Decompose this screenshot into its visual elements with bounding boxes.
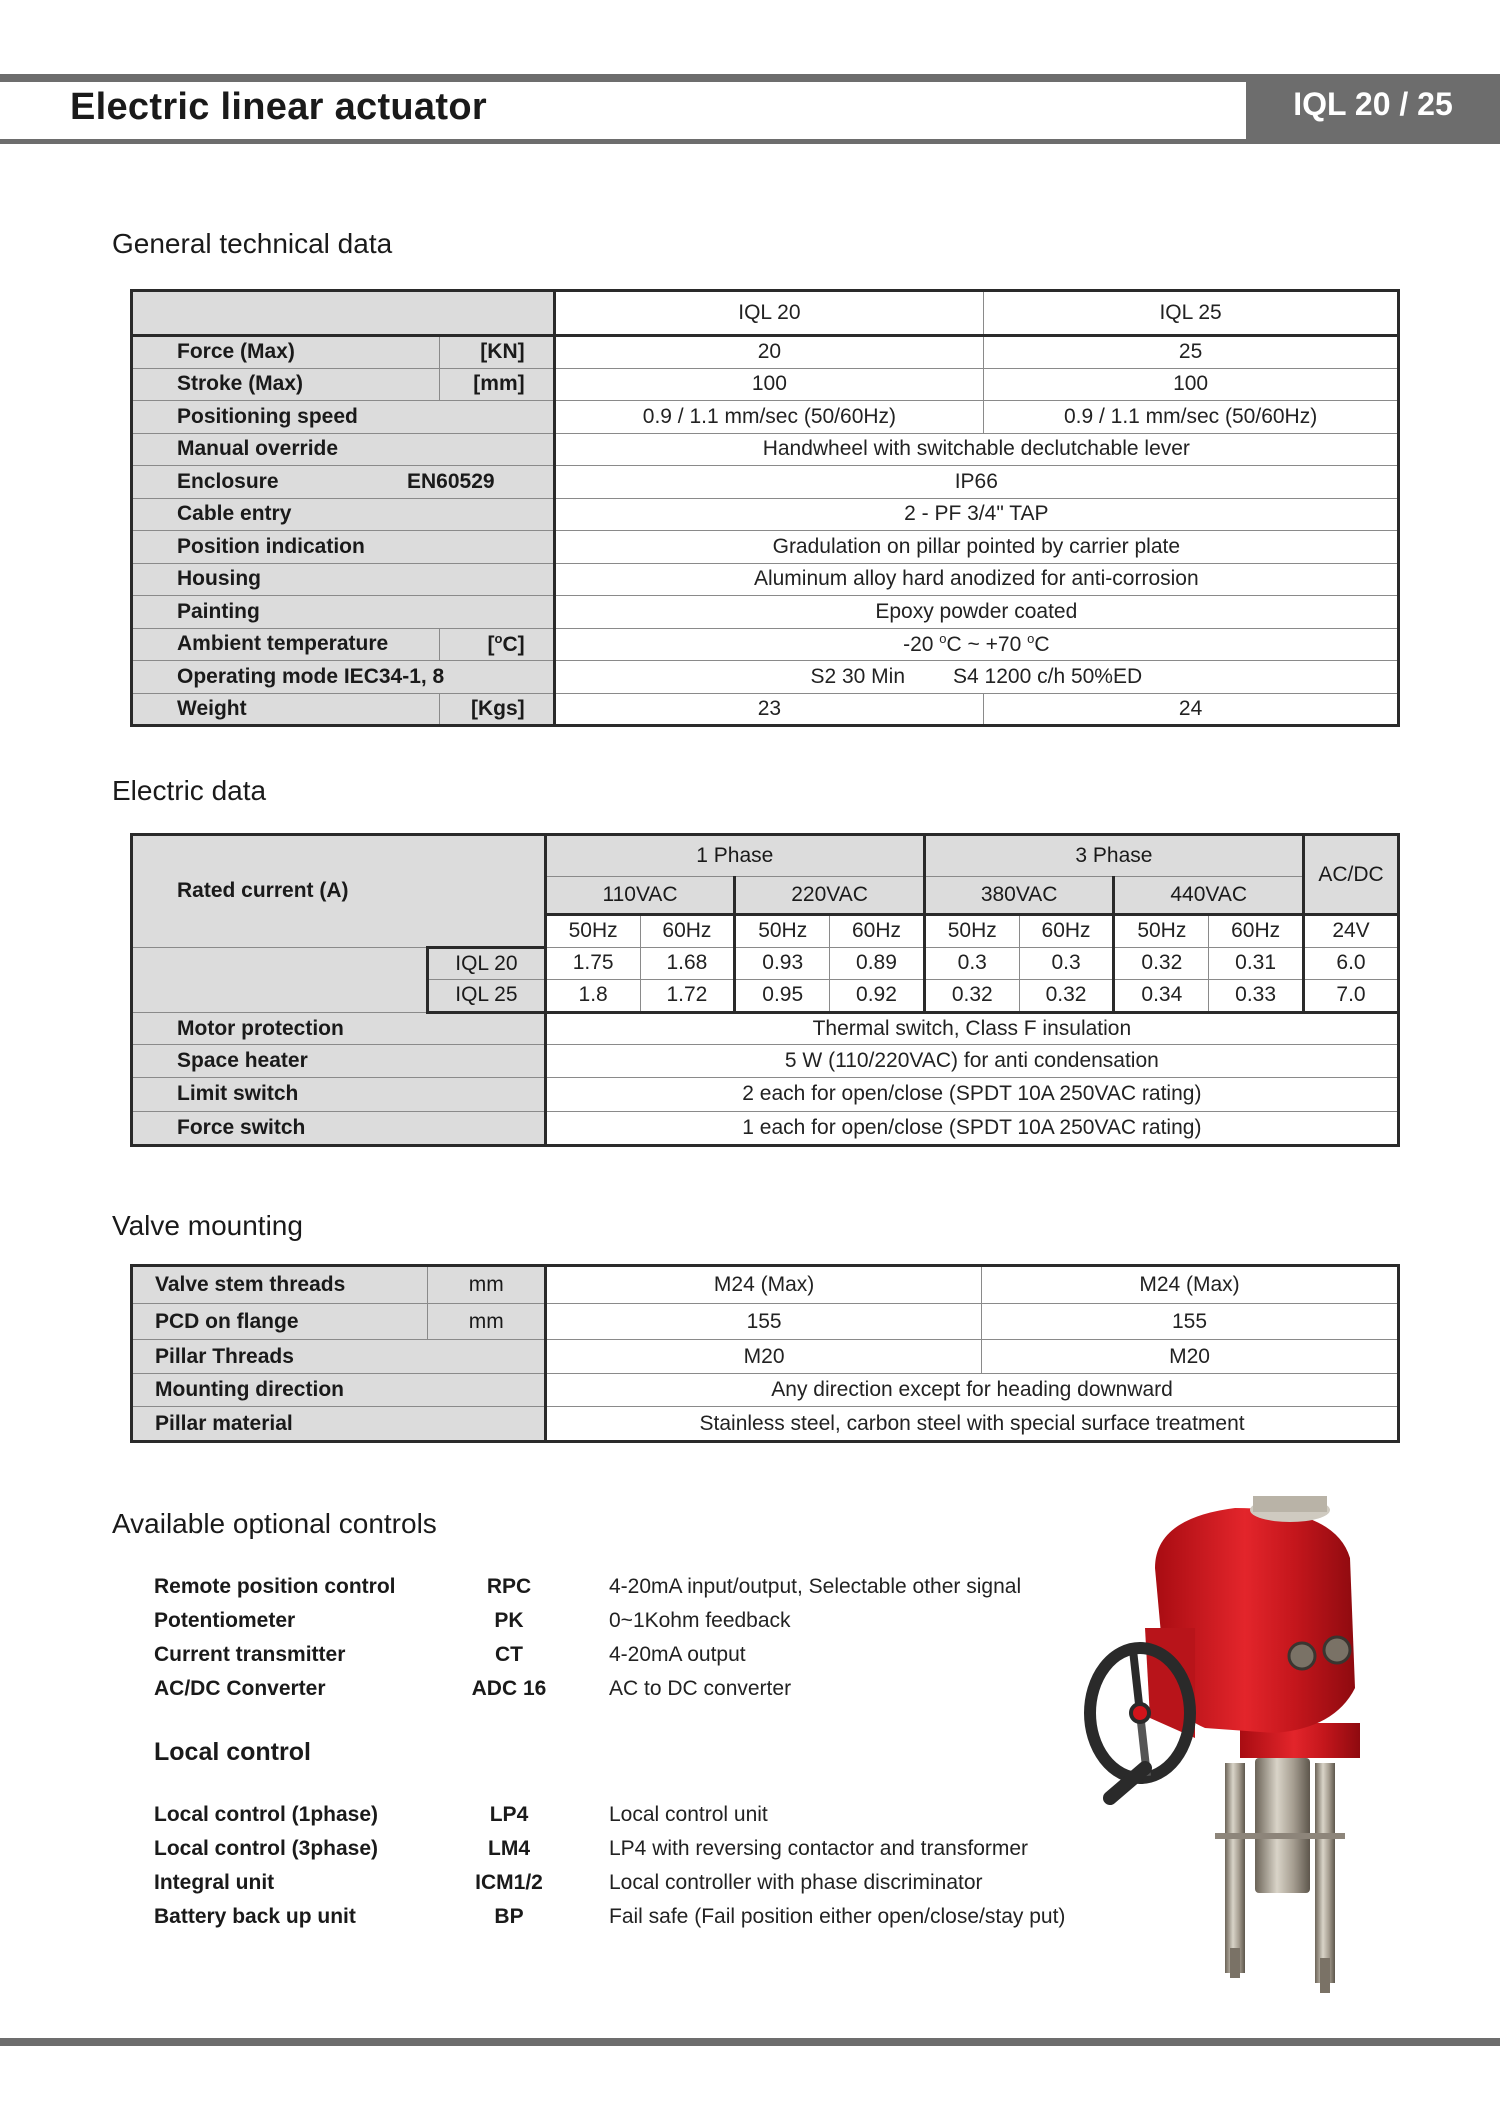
freq-header: 50Hz [735, 915, 830, 948]
corner-cell [132, 291, 555, 336]
valve-table [130, 1264, 1400, 1443]
control-desc: AC to DC converter [609, 1677, 792, 1700]
cell: 0.34 [1114, 980, 1209, 1013]
cell: 2 each for open/close (SPDT 10A 250VAC rating) [545, 1077, 1398, 1111]
model-label: IQL 25 [428, 980, 546, 1013]
cell: 100 [984, 368, 1399, 401]
cell: 0.32 [924, 980, 1019, 1013]
freq-header: 50Hz [924, 915, 1019, 948]
row-label: Positioning speed [132, 401, 555, 434]
row-position [132, 531, 1399, 564]
cell: 1 each for open/close (SPDT 10A 250VAC rating) [545, 1111, 1398, 1145]
row-label: Painting [132, 596, 555, 629]
phase-3-header: 3 Phase [924, 835, 1303, 877]
cell: 20 [554, 336, 984, 369]
row-weight [132, 693, 1399, 726]
row-space-heater [132, 1045, 1399, 1078]
local-controls-list [154, 1798, 1065, 1934]
row-limit-switch [132, 1077, 1399, 1111]
cell: 6.0 [1304, 947, 1399, 980]
freq-header: 60Hz [830, 915, 925, 948]
row-label: Force switch [132, 1111, 546, 1145]
col-header: IQL 20 [554, 291, 984, 336]
row-label: Limit switch [132, 1077, 546, 1111]
mode-s2: S2 30 Min [810, 664, 906, 688]
rated-current-label: Rated current (A) [132, 835, 546, 948]
control-name: Integral unit [154, 1871, 275, 1894]
list-item [154, 1798, 1065, 1832]
row-stem-threads [132, 1266, 1399, 1304]
control-name: Current transmitter [154, 1643, 346, 1666]
cell: M20 [546, 1340, 982, 1374]
model-label: IQL 20 [428, 947, 546, 980]
freq-header: 60Hz [1019, 915, 1114, 948]
cell: 1.72 [640, 980, 735, 1013]
row-unit: [mm] [440, 368, 555, 401]
control-code: CT [495, 1643, 523, 1666]
row-force-switch [132, 1111, 1399, 1145]
list-item [154, 1672, 1021, 1706]
cell: 0.32 [1019, 980, 1114, 1013]
cell: 0.95 [735, 980, 830, 1013]
control-name: AC/DC Converter [154, 1677, 326, 1700]
control-code: RPC [486, 1575, 532, 1598]
control-desc: Local control unit [609, 1803, 768, 1826]
electric-section-title: Electric data [112, 775, 267, 806]
mode-s4: S4 1200 c/h 50%ED [953, 664, 1143, 688]
electric-table [130, 833, 1400, 1147]
general-table [130, 289, 1400, 727]
row-unit: mm [428, 1304, 546, 1340]
cell: 24 [984, 693, 1399, 726]
general-section-title: General technical data [112, 228, 393, 259]
row-pillar-threads [132, 1340, 1399, 1374]
footer-rule [0, 2038, 1500, 2046]
row-label: Housing [132, 563, 555, 596]
row-label: Cable entry [132, 498, 555, 531]
control-name: Local control (3phase) [154, 1837, 379, 1860]
col-header: IQL 25 [984, 291, 1399, 336]
control-desc: LP4 with reversing contactor and transformer [609, 1837, 1029, 1860]
list-item [154, 1570, 1021, 1604]
cell: 155 [546, 1304, 982, 1340]
cell: Epoxy powder coated [554, 596, 1398, 629]
row-motor-protection [132, 1012, 1399, 1045]
row-mode [132, 661, 1399, 694]
list-item [154, 1866, 1065, 1900]
row-label: Force (Max) [132, 336, 440, 369]
row-painting [132, 596, 1399, 629]
cell: 100 [554, 368, 984, 401]
cell: 0.33 [1209, 980, 1304, 1013]
row-pcd [132, 1304, 1399, 1340]
cell: 1.68 [640, 947, 735, 980]
optional-section-title: Available optional controls [112, 1508, 437, 1539]
control-code: PK [494, 1609, 524, 1632]
cell: 0.32 [1114, 947, 1209, 980]
row-label: PCD on flange [132, 1304, 428, 1340]
cell: Thermal switch, Class F insulation [545, 1012, 1398, 1045]
cell: IP66 [554, 466, 1398, 499]
cell: 23 [554, 693, 984, 726]
acdc-header: AC/DC [1304, 835, 1399, 915]
optional-controls-list [154, 1570, 1021, 1706]
row-speed [132, 401, 1399, 434]
control-name: Potentiometer [154, 1609, 296, 1632]
control-code: BP [494, 1905, 524, 1928]
row-enclosure [132, 466, 1399, 499]
row-label [132, 466, 555, 499]
blank-cell [132, 947, 428, 980]
control-desc: 4-20mA output [609, 1643, 746, 1666]
cell: Aluminum alloy hard anodized for anti-corrosion [554, 563, 1398, 596]
cell: 25 [984, 336, 1399, 369]
cell: Any direction except for heading downward [546, 1374, 1399, 1407]
row-label: Pillar material [132, 1407, 546, 1442]
phase-row [132, 835, 1399, 877]
row-unit: [Kgs] [440, 693, 555, 726]
row-housing [132, 563, 1399, 596]
control-desc: 4-20mA input/output, Selectable other signal [609, 1575, 1022, 1598]
row-label: Motor protection [132, 1012, 546, 1045]
cell: 0.3 [924, 947, 1019, 980]
row-label: Operating mode IEC34-1, 8 [132, 661, 555, 694]
list-item [154, 1638, 1021, 1672]
enclosure-label: Enclosure [177, 469, 279, 493]
list-item [154, 1900, 1065, 1934]
row-label: Ambient temperature [132, 628, 440, 661]
valve-section-title: Valve mounting [112, 1210, 303, 1241]
row-manual [132, 433, 1399, 466]
cell [554, 661, 1398, 694]
control-code: LP4 [489, 1803, 529, 1826]
row-label: Pillar Threads [132, 1340, 546, 1374]
control-desc: Local controller with phase discriminator [609, 1871, 983, 1894]
cell: -20 $^o$C ~ +70 $^o$C [554, 628, 1398, 661]
row-unit: [KN] [440, 336, 555, 369]
cell: 0.9 / 1.1 mm/sec (50/60Hz) [554, 401, 984, 434]
row-cable [132, 498, 1399, 531]
control-desc: 0~1Kohm feedback [609, 1609, 791, 1632]
blank-cell [132, 980, 428, 1013]
cell: M20 [982, 1340, 1399, 1374]
list-item [154, 1832, 1065, 1866]
control-code: ADC 16 [471, 1677, 547, 1700]
row-force [132, 336, 1399, 369]
control-desc: Fail safe (Fail position either open/close/stay put) [609, 1905, 1066, 1928]
voltage-header: 440VAC [1114, 877, 1304, 915]
list-item [154, 1604, 1021, 1638]
row-mounting-direction [132, 1374, 1399, 1407]
local-control-title: Local control [154, 1738, 311, 1766]
row-label: Stroke (Max) [132, 368, 440, 401]
voltage-header: 220VAC [735, 877, 925, 915]
row-ambient [132, 628, 1399, 661]
freq-header: 60Hz [1209, 915, 1304, 948]
control-name: Local control (1phase) [154, 1803, 379, 1826]
freq-header: 50Hz [545, 915, 640, 948]
voltage-header: 110VAC [545, 877, 735, 915]
cell: 0.89 [830, 947, 925, 980]
cell: 0.3 [1019, 947, 1114, 980]
cell: 5 W (110/220VAC) for anti condensation [545, 1045, 1398, 1078]
current-row-iql20 [132, 947, 1399, 980]
control-name: Battery back up unit [154, 1905, 356, 1928]
freq-header: 60Hz [640, 915, 735, 948]
cell: 2 - PF 3/4" TAP [554, 498, 1398, 531]
cell: 0.9 / 1.1 mm/sec (50/60Hz) [984, 401, 1399, 434]
phase-1-header: 1 Phase [545, 835, 924, 877]
control-name: Remote position control [154, 1575, 396, 1598]
row-pillar-material [132, 1407, 1399, 1442]
enclosure-standard: EN60529 [407, 469, 495, 493]
cell: 0.92 [830, 980, 925, 1013]
cell: 155 [982, 1304, 1399, 1340]
row-stroke [132, 368, 1399, 401]
cell: M24 (Max) [982, 1266, 1399, 1304]
cell: 0.31 [1209, 947, 1304, 980]
general-header-row [132, 291, 1399, 336]
cell: 1.75 [545, 947, 640, 980]
control-code: ICM1/2 [475, 1871, 543, 1894]
cell: 7.0 [1304, 980, 1399, 1013]
cell: Gradulation on pillar pointed by carrier plate [554, 531, 1398, 564]
row-label: Mounting direction [132, 1374, 546, 1407]
row-label: Valve stem threads [132, 1266, 428, 1304]
row-label: Manual override [132, 433, 555, 466]
freq-header: 24V [1304, 915, 1399, 948]
cell: M24 (Max) [546, 1266, 982, 1304]
row-unit: mm [428, 1266, 546, 1304]
page-title: Electric linear actuator [70, 86, 487, 128]
row-label: Position indication [132, 531, 555, 564]
row-label: Space heater [132, 1045, 546, 1078]
freq-header: 50Hz [1114, 915, 1209, 948]
model-badge: IQL 20 / 25 [1293, 86, 1453, 122]
cell: 1.8 [545, 980, 640, 1013]
actuator-product-image [1075, 1478, 1375, 1998]
row-unit: [$^o$C] [440, 628, 555, 661]
voltage-header: 380VAC [924, 877, 1114, 915]
cell: Handwheel with switchable declutchable lever [554, 433, 1398, 466]
row-label: Weight [132, 693, 440, 726]
current-row-iql25 [132, 980, 1399, 1013]
control-code: LM4 [488, 1837, 530, 1860]
cell: 0.93 [735, 947, 830, 980]
cell: Stainless steel, carbon steel with special surface treatment [546, 1407, 1399, 1442]
